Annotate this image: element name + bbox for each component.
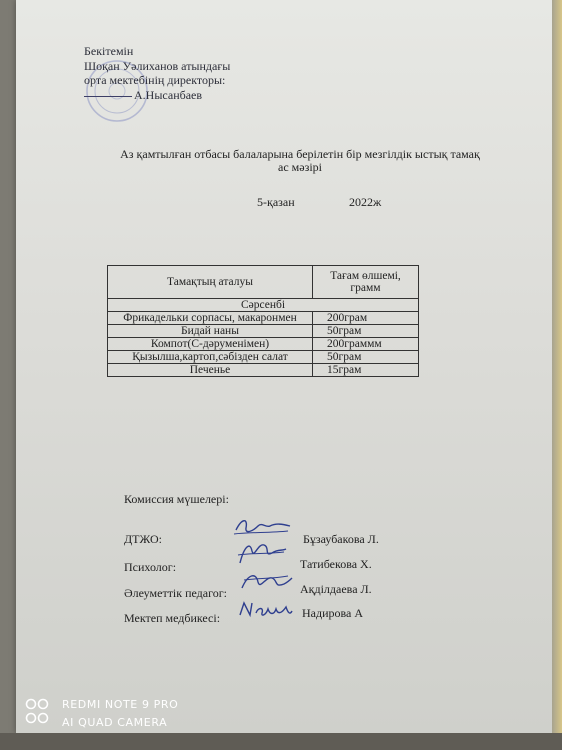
approval-block — [84, 44, 230, 102]
dish-portion: 200грам — [313, 312, 419, 325]
camera-type: AI QUAD CAMERA — [62, 716, 168, 729]
dish-name: Бидай наны — [108, 325, 313, 338]
member-name: Бұзаубакова Л. — [303, 532, 379, 546]
member-name: Надирова А — [302, 606, 364, 620]
signature-4 — [236, 597, 294, 623]
member-role: Психолог: — [124, 560, 177, 574]
signature-2 — [234, 537, 290, 569]
title-line-1: Аз қамтылған отбасы балаларына берілетін бір мезгілдік ыстық тамақ — [120, 147, 480, 161]
table-row — [108, 325, 419, 338]
camera-lens-icon — [24, 697, 50, 731]
approval-line-3: орта мектебінің директоры: — [84, 73, 226, 87]
menu-day: Сәрсенбі — [108, 299, 419, 312]
menu-table-header — [108, 266, 419, 299]
dish-portion: 50грам — [313, 325, 419, 338]
member-role: Әлеуметтік педагог: — [124, 586, 227, 600]
table-row — [108, 338, 419, 351]
approval-signature-line — [84, 88, 230, 103]
member-role: ДТЖО: — [124, 532, 162, 546]
commission-title: Комиссия мүшелері: — [124, 492, 229, 506]
table-row — [108, 364, 419, 377]
dish-name: Печенье — [108, 364, 313, 377]
dish-name: Фрикадельки сорпасы, макаронмен — [108, 312, 313, 325]
dish-portion: 200граммм — [313, 338, 419, 351]
approval-line-1: Бекітемін — [84, 44, 134, 58]
dish-portion: 15грам — [313, 364, 419, 377]
signature-3 — [238, 566, 294, 596]
header-portion: Тағам өлшемі, грамм — [313, 266, 419, 299]
dish-name: Қызылша,картоп,сәбізден салат — [108, 351, 313, 364]
member-role: Мектеп медбикесі: — [124, 611, 221, 625]
title-line-2: ас мәзірі — [278, 160, 322, 174]
header-dish-name: Тамақтың аталуы — [108, 266, 313, 299]
table-row — [108, 351, 419, 364]
date-year: 2022ж — [349, 195, 382, 209]
menu-day-row — [108, 299, 419, 312]
member-name: Татибекова Х. — [300, 557, 372, 571]
camera-model: REDMI NOTE 9 PRO — [62, 698, 179, 711]
dish-portion: 50грам — [313, 351, 419, 364]
document-title — [120, 148, 480, 174]
dish-name: Компот(С-дәруменімен) — [108, 338, 313, 351]
member-name: Ақділдаева Л. — [300, 582, 372, 596]
director-signature — [84, 96, 132, 97]
table-row — [108, 312, 419, 325]
menu-table — [107, 265, 419, 377]
director-name: А.Нысанбаев — [134, 87, 203, 102]
background-edge — [552, 0, 562, 750]
background-floor — [0, 733, 562, 750]
date-day: 5-қазан — [257, 195, 295, 209]
approval-line-2: Шоқан Уәлиханов атындағы — [84, 58, 231, 73]
